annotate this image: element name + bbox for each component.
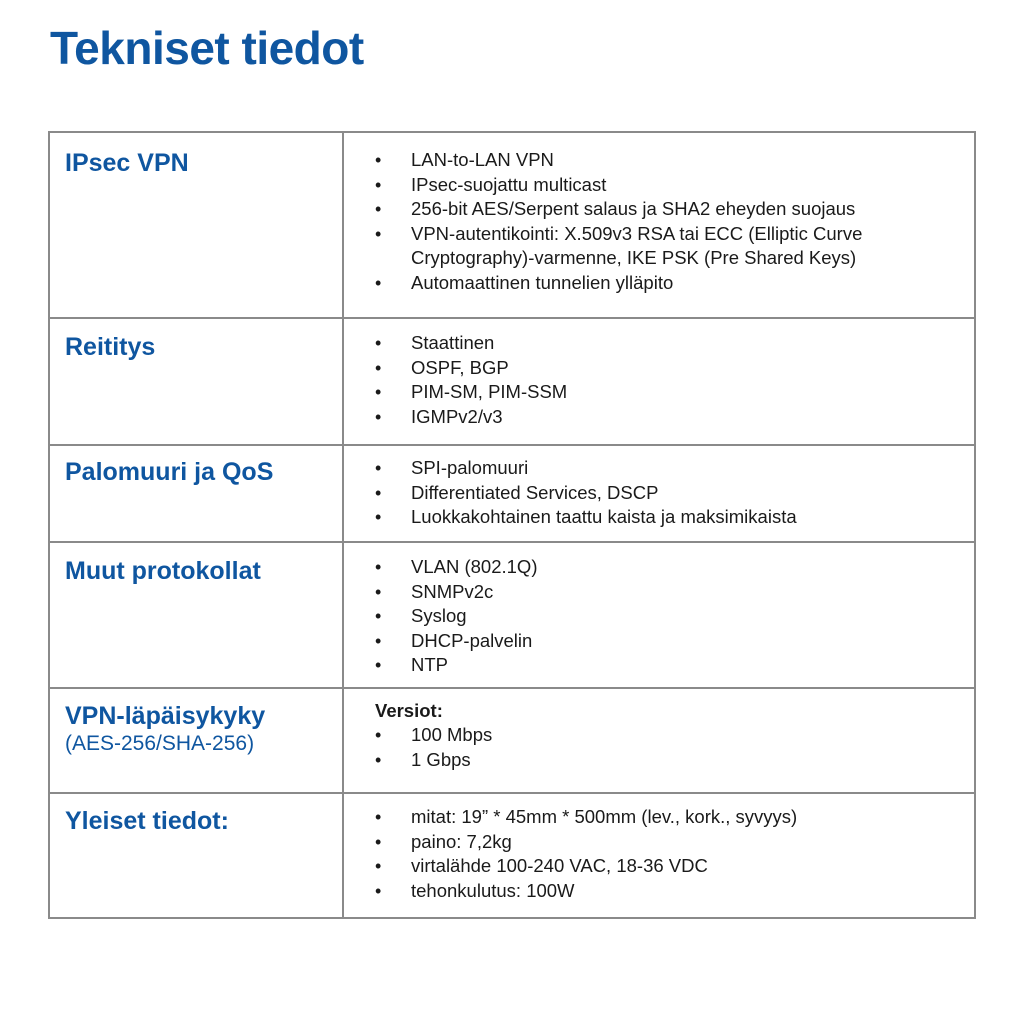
- row-label-cell: [49, 542, 343, 688]
- section-label: IPsec VPN: [65, 149, 189, 177]
- list-item: • VLAN (802.1Q): [344, 555, 974, 580]
- section-label: Muut protokollat: [65, 557, 261, 585]
- list-item: • VPN-autentikointi: X.509v3 RSA tai ECC (Elliptic Curve Cryptography)-varmenne, IKE PSK (Pre Shared Keys): [344, 222, 974, 271]
- list-item: • Automaattinen tunnelien ylläpito: [344, 271, 974, 296]
- list-item: • SNMPv2c: [344, 580, 974, 605]
- table-row: [49, 445, 975, 542]
- list-item: • mitat: 19” * 45mm * 500mm (lev., kork., syvyys): [344, 805, 974, 830]
- section-sublabel: (AES-256/SHA-256): [65, 732, 255, 755]
- row-label-cell: [49, 793, 343, 918]
- row-label-cell: [49, 132, 343, 318]
- row-content-cell: [343, 688, 975, 793]
- row-content-cell: [343, 318, 975, 445]
- page-title: Tekniset tiedot: [50, 22, 364, 74]
- item-list: [344, 456, 974, 530]
- section-label: Reititys: [65, 333, 156, 361]
- item-list: [344, 331, 974, 429]
- table-row: [49, 318, 975, 445]
- list-item: • Staattinen: [344, 331, 974, 356]
- list-item: • Syslog: [344, 604, 974, 629]
- row-content-cell: [343, 445, 975, 542]
- versions-heading: Versiot:: [375, 700, 443, 721]
- list-item: • SPI-palomuuri: [344, 456, 974, 481]
- list-item: • IGMPv2/v3: [344, 405, 974, 430]
- section-label: VPN-läpäisykyky: [65, 702, 266, 730]
- list-item: • tehonkulutus: 100W: [344, 879, 974, 904]
- list-item: • Differentiated Services, DSCP: [344, 481, 974, 506]
- list-item: • 256-bit AES/Serpent salaus ja SHA2 eheyden suojaus: [344, 197, 974, 222]
- list-item: • 100 Mbps: [344, 723, 974, 748]
- table-row: [49, 132, 975, 318]
- section-label: Palomuuri ja QoS: [65, 458, 274, 486]
- list-item: • paino: 7,2kg: [344, 830, 974, 855]
- item-list: [344, 805, 974, 903]
- list-item: • Luokkakohtainen taattu kaista ja maksimikaista: [344, 505, 974, 530]
- row-content-cell: [343, 542, 975, 688]
- item-list: [344, 555, 974, 678]
- section-label: Yleiset tiedot:: [65, 807, 229, 835]
- row-content-cell: [343, 793, 975, 918]
- list-item: • NTP: [344, 653, 974, 678]
- item-list: [344, 148, 974, 295]
- list-item: • PIM-SM, PIM-SSM: [344, 380, 974, 405]
- row-label-cell: [49, 445, 343, 542]
- list-item: • DHCP-palvelin: [344, 629, 974, 654]
- table-row: [49, 688, 975, 793]
- row-label-cell: [49, 318, 343, 445]
- row-content-cell: [343, 132, 975, 318]
- table-row: [49, 542, 975, 688]
- list-item: • OSPF, BGP: [344, 356, 974, 381]
- table-row: [49, 793, 975, 918]
- list-item: • 1 Gbps: [344, 748, 974, 773]
- item-list: [344, 723, 974, 772]
- row-label-cell: [49, 688, 343, 793]
- spec-table: [48, 131, 976, 919]
- list-item: • virtalähde 100-240 VAC, 18-36 VDC: [344, 854, 974, 879]
- list-item: • IPsec-suojattu multicast: [344, 173, 974, 198]
- list-item: • LAN-to-LAN VPN: [344, 148, 974, 173]
